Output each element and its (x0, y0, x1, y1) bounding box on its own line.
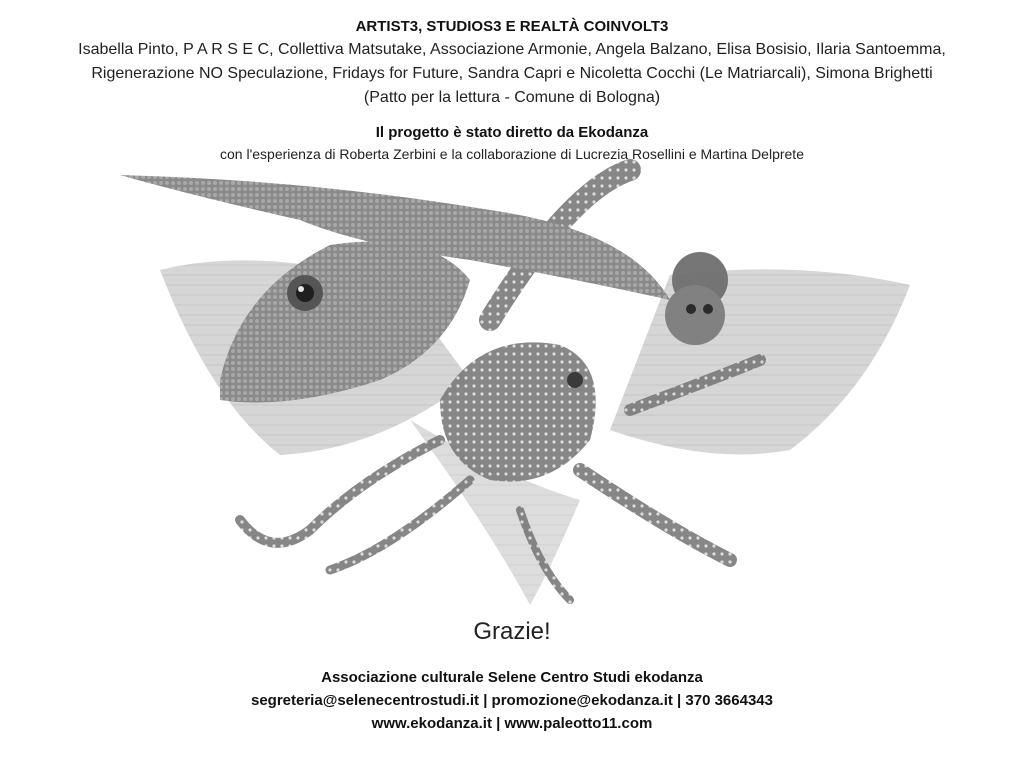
credits-names-line-1: Isabella Pinto, P A R S E C, Collettiva Matsutake, Associazione Armonie, Angela Balzano, Elisa Bosisio, Ilaria Santoemma, (78, 41, 946, 58)
monkey (665, 252, 728, 345)
credits-section (0, 16, 1024, 110)
footer-contacts (0, 666, 1024, 735)
credits-heading: ARTIST3, STUDIOS3 E REALTÀ COINVOLT3 (355, 18, 669, 35)
animal-collage-image (110, 150, 920, 615)
website-line: www.ekodanza.it | www.paleotto11.com (371, 715, 653, 732)
credits-names-line-3: (Patto per la lettura - Comune di Bologna) (363, 89, 661, 106)
direction-title: Il progetto è stato diretto da Ekodanza (375, 124, 649, 141)
credits-names-line-2: Rigenerazione NO Speculazione, Fridays for Future, Sandra Capri e Nicoletta Cocchi (Le Matriarcali), Simona Brighetti (91, 65, 933, 82)
thanks-text: Grazie! (473, 618, 551, 645)
organization-name: Associazione culturale Selene Centro Studi ekodanza (321, 669, 703, 686)
contact-line: segreteria@selenecentrostudi.it | promozione@ekodanza.it | 370 3664343 (250, 692, 773, 709)
direction-subtitle: con l'esperienza di Roberta Zerbini e la collaborazione di Lucrezia Rosellini e Martina Delprete (220, 146, 804, 162)
bird (440, 342, 596, 481)
direction-section (0, 122, 1024, 164)
